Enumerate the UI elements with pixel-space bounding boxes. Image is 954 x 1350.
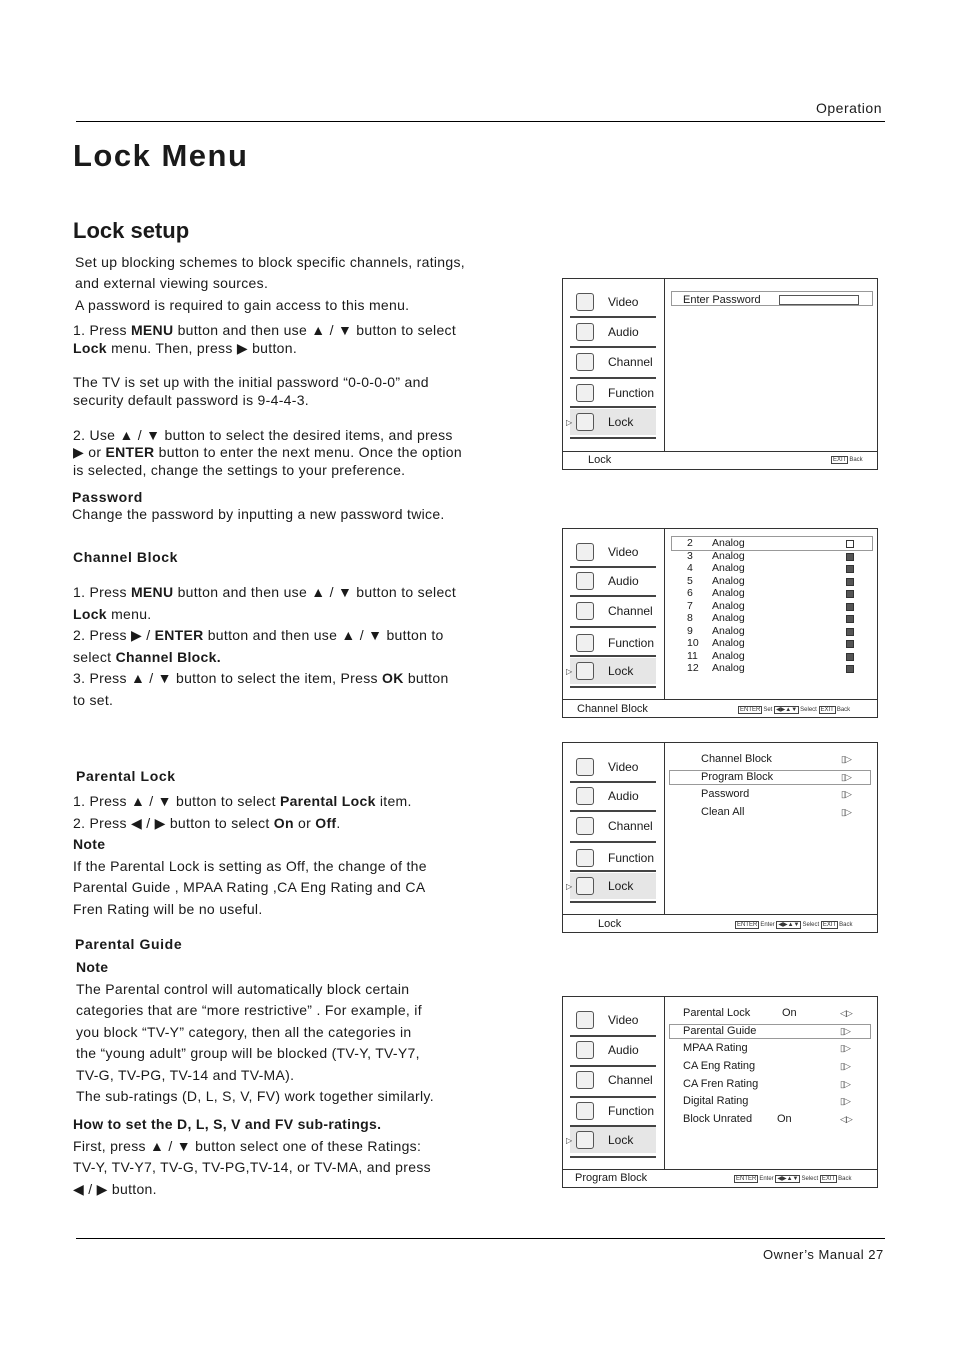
locked-checkbox-icon[interactable] (846, 553, 854, 561)
channel-type: Analog (712, 599, 745, 612)
selected-arrow-icon: ▷ (566, 1136, 573, 1145)
screen-status-label: Lock (588, 454, 612, 466)
program-option-label[interactable]: MPAA Rating (683, 1042, 748, 1054)
menu-item-lock[interactable]: ▷ Lock (570, 658, 656, 684)
menu-item-audio[interactable]: Audio (570, 319, 656, 345)
locked-checkbox-icon[interactable] (846, 653, 854, 661)
menu-item-video[interactable]: Video (570, 1007, 656, 1033)
menu-item-function[interactable]: Function (570, 845, 656, 871)
channel-number: 10 (687, 637, 699, 649)
channel-number: 5 (687, 574, 693, 587)
function-icon (576, 849, 594, 867)
channel-number: 7 (687, 599, 693, 612)
menu-item-lock[interactable]: ▷ Lock (570, 1127, 656, 1153)
locked-checkbox-icon[interactable] (846, 628, 854, 636)
lock-option-channel-block[interactable]: Channel Block (701, 753, 772, 765)
video-icon (576, 1011, 594, 1029)
pl-note-label: Note (73, 836, 106, 852)
step1-line-2: Lock menu. Then, press ▶ button. (73, 340, 298, 356)
parental-lock-heading: Parental Lock (76, 768, 176, 784)
pg-how-2: TV-Y, TV-Y7, TV-G, TV-PG,TV-14, or TV-MA, and press (73, 1159, 431, 1175)
video-icon (576, 293, 594, 311)
lock-icon (576, 662, 594, 680)
toggle-arrows-icon: ◁▷ (840, 1114, 852, 1124)
menu-item-channel[interactable]: Channel (570, 1067, 656, 1093)
menu-item-lock[interactable]: ▷ Lock (570, 873, 656, 899)
menu-item-audio[interactable]: Audio (570, 783, 656, 809)
selected-arrow-icon: ▷ (566, 667, 573, 676)
submenu-arrow-icon: ▯▷ (841, 789, 851, 799)
password-info-1: The TV is set up with the initial password “0-0-0-0” and (73, 374, 429, 390)
channel-icon (576, 817, 594, 835)
key-hint: ENTER Enter ◀▶▲▼ Select EXIT Back (737, 922, 853, 928)
password-text: Change the password by inputting a new password twice. (72, 506, 445, 522)
program-option-label[interactable]: CA Eng Rating (683, 1060, 756, 1072)
locked-checkbox-icon[interactable] (846, 603, 854, 611)
pg-note-6: The sub-ratings (D, L, S, V, FV) work together similarly. (76, 1088, 434, 1104)
channel-icon (576, 353, 594, 371)
submenu-arrow-icon: ▯▷ (840, 1061, 850, 1071)
lock-icon (576, 1131, 594, 1149)
submenu-arrow-icon: ▯▷ (840, 1079, 850, 1089)
pl-step2: 2. Press ◀ / ▶ button to select On or Off. (73, 815, 341, 831)
menu-item-video[interactable]: Video (570, 754, 656, 780)
channel-number: 2 (687, 537, 693, 549)
channel-type: Analog (712, 649, 745, 662)
function-icon (576, 1102, 594, 1120)
intro-line-2: and external viewing sources. (75, 275, 269, 291)
program-option-value: On (782, 1007, 797, 1019)
channel-number: 9 (687, 624, 693, 637)
screen-lock-main (562, 742, 878, 933)
menu-item-channel[interactable]: Channel (570, 349, 656, 375)
selected-arrow-icon: ▷ (566, 882, 573, 891)
lock-option-password[interactable]: Password (701, 788, 750, 800)
channel-block-heading: Channel Block (73, 549, 179, 565)
password-heading: Password (72, 489, 143, 505)
screen-status-label: Lock (598, 918, 622, 930)
locked-checkbox-icon[interactable] (846, 578, 854, 586)
channel-type: Analog (712, 587, 745, 599)
menu-item-function[interactable]: Function (570, 380, 656, 406)
pg-note-1: The Parental control will automatically block certain (76, 981, 410, 997)
screen-lock-password (562, 278, 878, 470)
pl-step1: 1. Press ▲ / ▼ button to select Parental Lock item. (73, 793, 412, 809)
audio-icon (576, 787, 594, 805)
channel-type: Analog (712, 612, 745, 624)
pg-how-3: ◀ / ▶ button. (73, 1181, 157, 1197)
password-input[interactable] (779, 295, 859, 305)
toggle-arrows-icon: ◁▷ (840, 1008, 852, 1018)
channel-type: Analog (712, 637, 745, 649)
menu-item-channel[interactable]: Channel (570, 598, 656, 624)
parental-guide-heading: Parental Guide (75, 936, 183, 952)
channel-number: 4 (687, 562, 693, 574)
intro-line-3: A password is required to gain access to this menu. (75, 297, 410, 313)
cb-step2-line-1: 2. Press ▶ / ENTER button and then use ▲ / ▼ button to (73, 627, 444, 643)
page-title: Lock Menu (73, 138, 249, 173)
program-option-label[interactable]: Parental Guide (683, 1025, 757, 1037)
menu-item-audio[interactable]: Audio (570, 1037, 656, 1063)
video-icon (576, 758, 594, 776)
locked-checkbox-icon[interactable] (846, 615, 854, 623)
step2-line-2: ▶ or ENTER button to enter the next menu. Once the option (73, 444, 462, 460)
intro-line-1: Set up blocking schemes to block specific channels, ratings, (75, 254, 465, 270)
program-option-value: On (777, 1113, 792, 1125)
submenu-arrow-icon: ▯▷ (840, 1096, 850, 1106)
key-hint: ENTER Enter ◀▶▲▼ Select EXIT Back (736, 1176, 852, 1182)
footer-rule (76, 1238, 885, 1239)
menu-item-channel[interactable]: Channel (570, 813, 656, 839)
function-icon (576, 634, 594, 652)
channel-type: Analog (712, 562, 745, 574)
audio-icon (576, 572, 594, 590)
screen-status-label: Channel Block (577, 703, 648, 715)
step1-line-1: 1. Press MENU button and then use ▲ / ▼ button to select (73, 322, 457, 338)
header-rule (76, 121, 885, 122)
pg-how-1: First, press ▲ / ▼ button select one of these Ratings: (73, 1138, 422, 1154)
screen-status-label: Program Block (575, 1172, 648, 1184)
function-icon (576, 384, 594, 402)
section-title: Lock setup (73, 218, 190, 243)
channel-type: Analog (712, 662, 745, 674)
menu-item-audio[interactable]: Audio (570, 568, 656, 594)
menu-item-video[interactable]: Video (570, 289, 656, 315)
program-option-label[interactable]: Digital Rating (683, 1095, 749, 1107)
locked-checkbox-icon[interactable] (846, 665, 854, 673)
key-hint: ENTER Set ◀▶▲▼ Select EXIT Back (740, 707, 851, 713)
lock-option-program-block[interactable]: Program Block (701, 771, 774, 783)
menu-item-video[interactable]: Video (570, 539, 656, 565)
pg-how-heading: How to set the D, L, S, V and FV sub-ratings. (73, 1116, 382, 1132)
locked-checkbox-icon[interactable] (846, 640, 854, 648)
channel-number: 11 (687, 649, 698, 662)
locked-checkbox-icon[interactable] (846, 590, 854, 598)
enter-password-label: Enter Password (683, 294, 761, 306)
audio-icon (576, 323, 594, 341)
cb-step1-line-2: Lock menu. (73, 606, 152, 622)
submenu-arrow-icon: ▯▷ (840, 1043, 850, 1053)
pg-note-2: categories that are “more restrictive” . For example, if (76, 1002, 422, 1018)
submenu-arrow-icon: ▯▷ (841, 772, 851, 782)
pg-note-4: the “young adult” group will be blocked (TV-Y, TV-Y7, (76, 1045, 420, 1061)
channel-type: Analog (712, 549, 745, 562)
pg-note-label: Note (76, 959, 109, 975)
pl-note-3: Fren Rating will be no useful. (73, 901, 263, 917)
unlocked-checkbox-icon[interactable] (846, 540, 854, 548)
lock-icon (576, 877, 594, 895)
program-option-label[interactable]: Parental Lock (683, 1007, 751, 1019)
channel-number: 12 (687, 662, 699, 674)
cb-step3-line-2: to set. (73, 692, 114, 708)
program-option-label[interactable]: Block Unrated (683, 1113, 753, 1125)
channel-number: 8 (687, 612, 693, 624)
key-hint: EXIT Back (833, 457, 863, 463)
section-label: Operation (816, 100, 882, 116)
channel-number: 3 (687, 549, 693, 562)
submenu-arrow-icon: ▯▷ (840, 1026, 850, 1036)
pg-note-5: TV-G, TV-PG, TV-14 and TV-MA). (76, 1067, 295, 1083)
menu-item-lock[interactable]: ▷ Lock (570, 409, 656, 435)
channel-icon (576, 1071, 594, 1089)
cb-step1-line-1: 1. Press MENU button and then use ▲ / ▼ button to select (73, 584, 457, 600)
menu-item-function[interactable]: Function (570, 630, 656, 656)
channel-type: Analog (712, 624, 745, 637)
password-info-2: security default password is 9-4-4-3. (73, 392, 309, 408)
pl-note-2: Parental Guide , MPAA Rating ,CA Eng Rating and CA (73, 879, 426, 895)
screen-program-block (562, 996, 878, 1188)
audio-icon (576, 1041, 594, 1059)
lock-option-clean-all[interactable]: Clean All (701, 806, 745, 818)
cb-step2-line-2: select Channel Block. (73, 649, 221, 665)
pl-note-1: If the Parental Lock is setting as Off, the change of the (73, 858, 427, 874)
channel-number: 6 (687, 587, 693, 599)
locked-checkbox-icon[interactable] (846, 565, 854, 573)
selected-arrow-icon: ▷ (566, 418, 573, 427)
submenu-arrow-icon: ▯▷ (841, 754, 851, 764)
cb-step3-line-1: 3. Press ▲ / ▼ button to select the item, Press OK button (73, 670, 449, 686)
footer-page-label: Owner’s Manual 27 (763, 1247, 884, 1262)
channel-type: Analog (712, 537, 745, 549)
pg-note-3: you block “TV-Y” category, then all the categories in (76, 1024, 412, 1040)
video-icon (576, 543, 594, 561)
step2-line-1: 2. Use ▲ / ▼ button to select the desired items, and press (73, 427, 453, 443)
channel-type: Analog (712, 574, 745, 587)
menu-item-function[interactable]: Function (570, 1098, 656, 1124)
screen-channel-block (562, 528, 878, 718)
channel-icon (576, 602, 594, 620)
submenu-arrow-icon: ▯▷ (841, 807, 851, 817)
lock-icon (576, 413, 594, 431)
program-option-label[interactable]: CA Fren Rating (683, 1078, 759, 1090)
step2-line-3: is selected, change the settings to your preference. (73, 462, 406, 478)
